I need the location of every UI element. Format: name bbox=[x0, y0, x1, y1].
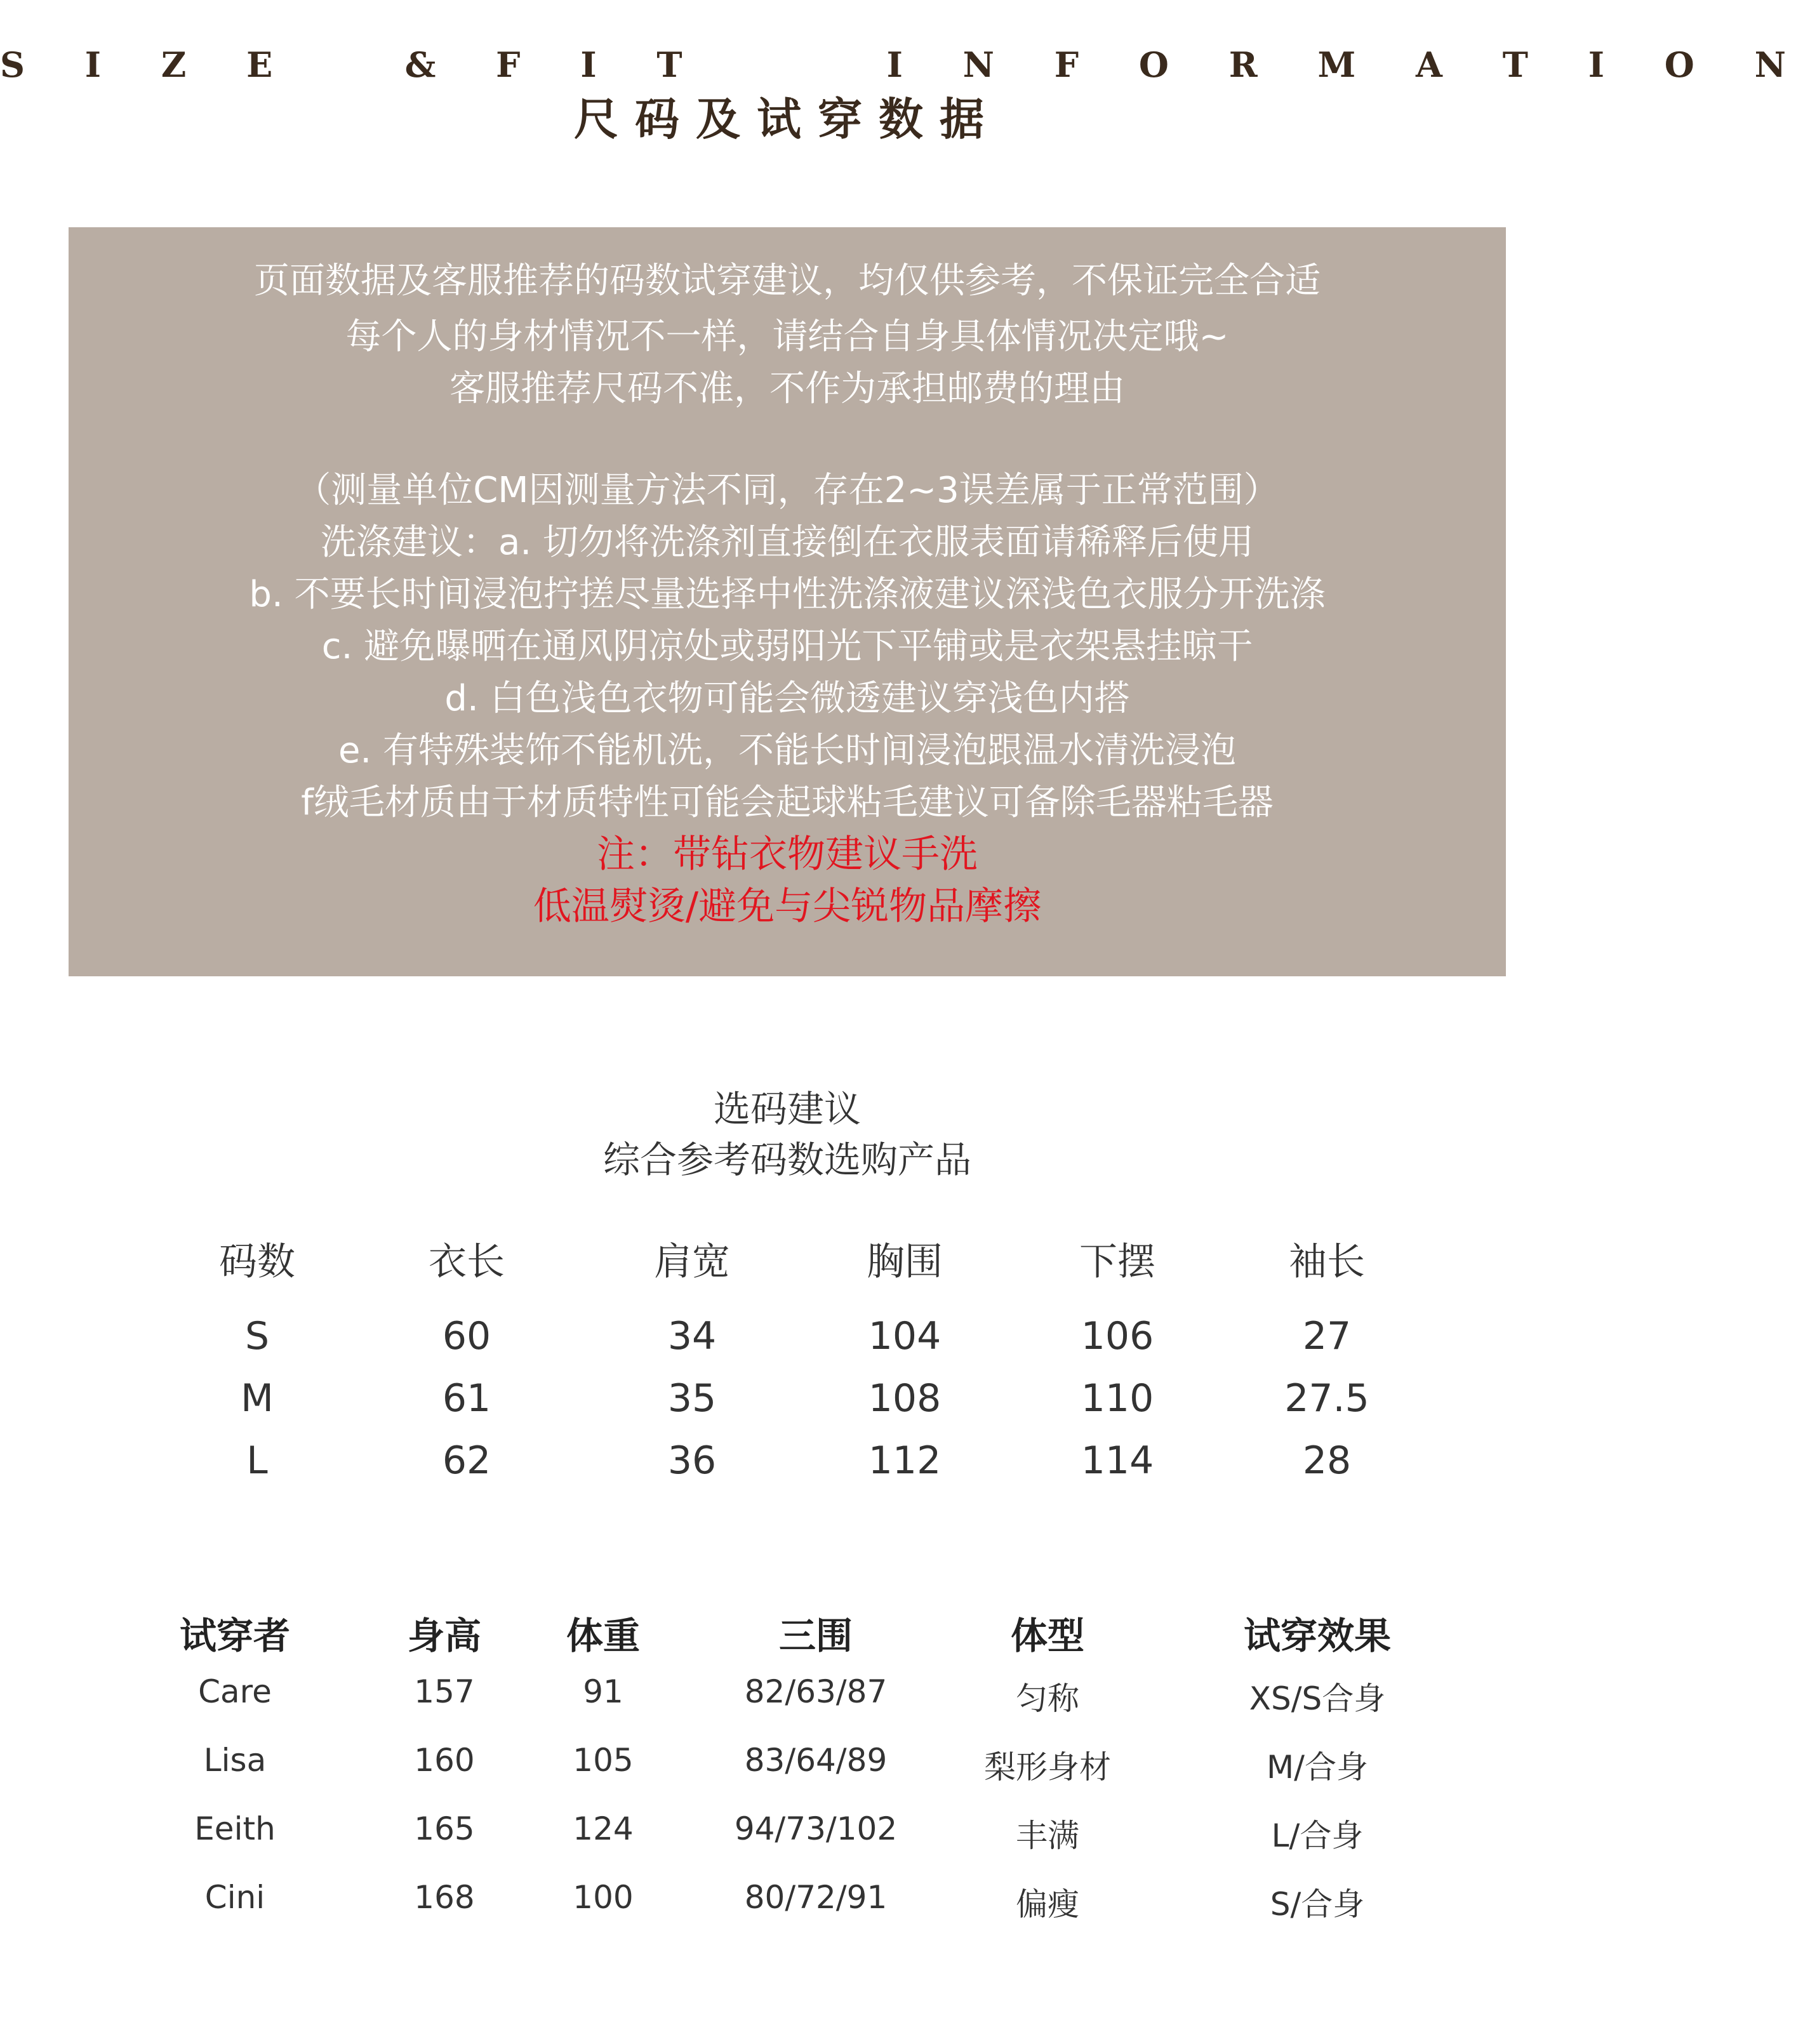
size-header-cell: 肩宽 bbox=[654, 1240, 730, 1284]
fit-cell: M/合身 bbox=[1267, 1749, 1368, 1786]
table-row bbox=[0, 1742, 1574, 1799]
table-row bbox=[0, 1879, 1574, 1936]
size-table-header bbox=[0, 1231, 1365, 1289]
notice-warning: 低温熨烫/避免与尖锐物品摩擦 bbox=[533, 884, 1042, 929]
fit-header-cell: 试穿效果 bbox=[1243, 1614, 1391, 1657]
size-header-cell: 袖长 bbox=[1289, 1240, 1365, 1284]
table-row bbox=[0, 1673, 1574, 1730]
notice-line: d. 白色浅色衣物可能会微透建议穿浅色内搭 bbox=[444, 678, 1130, 719]
size-cell: 110 bbox=[1081, 1376, 1154, 1421]
header-title-en: S I Z E & F I T I N F O R M A T I O N bbox=[0, 44, 1810, 85]
notice-line: 页面数据及客服推荐的码数试穿建议，均仅供参考，不保证完全合适 bbox=[254, 260, 1321, 302]
fit-cell: 丰满 bbox=[1016, 1817, 1079, 1854]
fit-cell: Lisa bbox=[203, 1742, 267, 1779]
fit-cell: 91 bbox=[583, 1673, 623, 1710]
fit-cell: 80/72/91 bbox=[744, 1879, 888, 1916]
fit-cell: 100 bbox=[573, 1879, 634, 1916]
fit-cell: 82/63/87 bbox=[744, 1673, 888, 1710]
recommendation-title: 选码建议 bbox=[713, 1087, 861, 1131]
size-cell: M bbox=[241, 1376, 274, 1421]
size-cell: 34 bbox=[667, 1314, 717, 1358]
size-cell: 36 bbox=[667, 1438, 717, 1483]
fit-header-cell: 身高 bbox=[407, 1614, 481, 1657]
table-row bbox=[0, 1376, 1369, 1433]
fit-cell: Eeith bbox=[194, 1810, 276, 1847]
size-cell: S bbox=[244, 1314, 270, 1358]
fit-cell: Cini bbox=[204, 1879, 265, 1916]
header-title-cn: 尺码及试穿数据 bbox=[574, 93, 1001, 145]
size-cell: 35 bbox=[667, 1376, 717, 1421]
fit-header-cell: 体型 bbox=[1010, 1614, 1084, 1657]
table-row bbox=[0, 1810, 1574, 1868]
fit-cell: 83/64/89 bbox=[744, 1742, 888, 1779]
fit-cell: XS/S合身 bbox=[1249, 1680, 1386, 1717]
size-cell: 28 bbox=[1302, 1438, 1352, 1483]
fit-cell: 偏瘦 bbox=[1016, 1886, 1079, 1923]
fit-cell: Care bbox=[198, 1673, 272, 1710]
size-cell: 108 bbox=[868, 1376, 942, 1421]
table-row bbox=[0, 1314, 1352, 1371]
notice-line: 洗涤建议：a. 切勿将洗涤剂直接倒在衣服表面请稀释后使用 bbox=[321, 522, 1254, 563]
fit-cell: 梨形身材 bbox=[984, 1749, 1111, 1786]
size-cell: 106 bbox=[1081, 1314, 1154, 1358]
size-header-cell: 下摆 bbox=[1079, 1240, 1155, 1284]
fit-cell: 168 bbox=[414, 1879, 475, 1916]
size-cell: L bbox=[246, 1438, 268, 1483]
size-cell: 62 bbox=[442, 1438, 491, 1483]
notice-line: f绒毛材质由于材质特性可能会起球粘毛建议可备除毛器粘毛器 bbox=[301, 782, 1274, 823]
notice-line: 客服推荐尺码不准，不作为承担邮费的理由 bbox=[449, 368, 1125, 409]
notice-line: 每个人的身材情况不一样，请结合自身具体情况决定哦~ bbox=[345, 316, 1229, 357]
notice-line: c. 避免曝晒在通风阴凉处或弱阳光下平铺或是衣架悬挂晾干 bbox=[321, 626, 1253, 667]
fit-cell: 105 bbox=[573, 1742, 634, 1779]
fit-cell: L/合身 bbox=[1271, 1817, 1364, 1854]
fit-header-cell: 体重 bbox=[566, 1614, 640, 1657]
notice-line: （测量单位CM因测量方法不同，存在2~3误差属于正常范围） bbox=[295, 470, 1279, 511]
fit-table-header bbox=[0, 1606, 1574, 1663]
size-cell: 114 bbox=[1081, 1438, 1154, 1483]
size-header-cell: 衣长 bbox=[429, 1240, 505, 1284]
size-header-cell: 码数 bbox=[219, 1240, 295, 1284]
size-cell: 27.5 bbox=[1284, 1376, 1369, 1421]
size-cell: 104 bbox=[868, 1314, 942, 1358]
fit-cell: 165 bbox=[414, 1810, 475, 1847]
fit-cell: 124 bbox=[573, 1810, 634, 1847]
recommendation-subtitle: 综合参考码数选购产品 bbox=[602, 1138, 971, 1181]
size-cell: 112 bbox=[868, 1438, 942, 1483]
fit-header-cell: 试穿者 bbox=[179, 1614, 290, 1657]
notice-panel bbox=[69, 227, 1506, 976]
notice-line: e. 有特殊装饰不能机洗，不能长时间浸泡跟温水清洗浸泡 bbox=[338, 730, 1237, 771]
notice-line: b. 不要长时间浸泡拧搓尽量选择中性洗涤液建议深浅色衣服分开洗涤 bbox=[249, 574, 1326, 615]
fit-cell: S/合身 bbox=[1270, 1886, 1365, 1923]
size-cell: 61 bbox=[442, 1376, 491, 1421]
fit-header-cell: 三围 bbox=[778, 1614, 853, 1657]
fit-cell: 160 bbox=[414, 1742, 475, 1779]
size-header-cell: 胸围 bbox=[867, 1240, 943, 1284]
fit-cell: 匀称 bbox=[1016, 1680, 1079, 1717]
size-cell: 60 bbox=[442, 1314, 491, 1358]
table-row bbox=[0, 1438, 1352, 1496]
notice-warning: 注：带钻衣物建议手洗 bbox=[597, 832, 978, 877]
fit-cell: 157 bbox=[414, 1673, 475, 1710]
size-cell: 27 bbox=[1302, 1314, 1352, 1358]
fit-cell: 94/73/102 bbox=[734, 1810, 898, 1847]
